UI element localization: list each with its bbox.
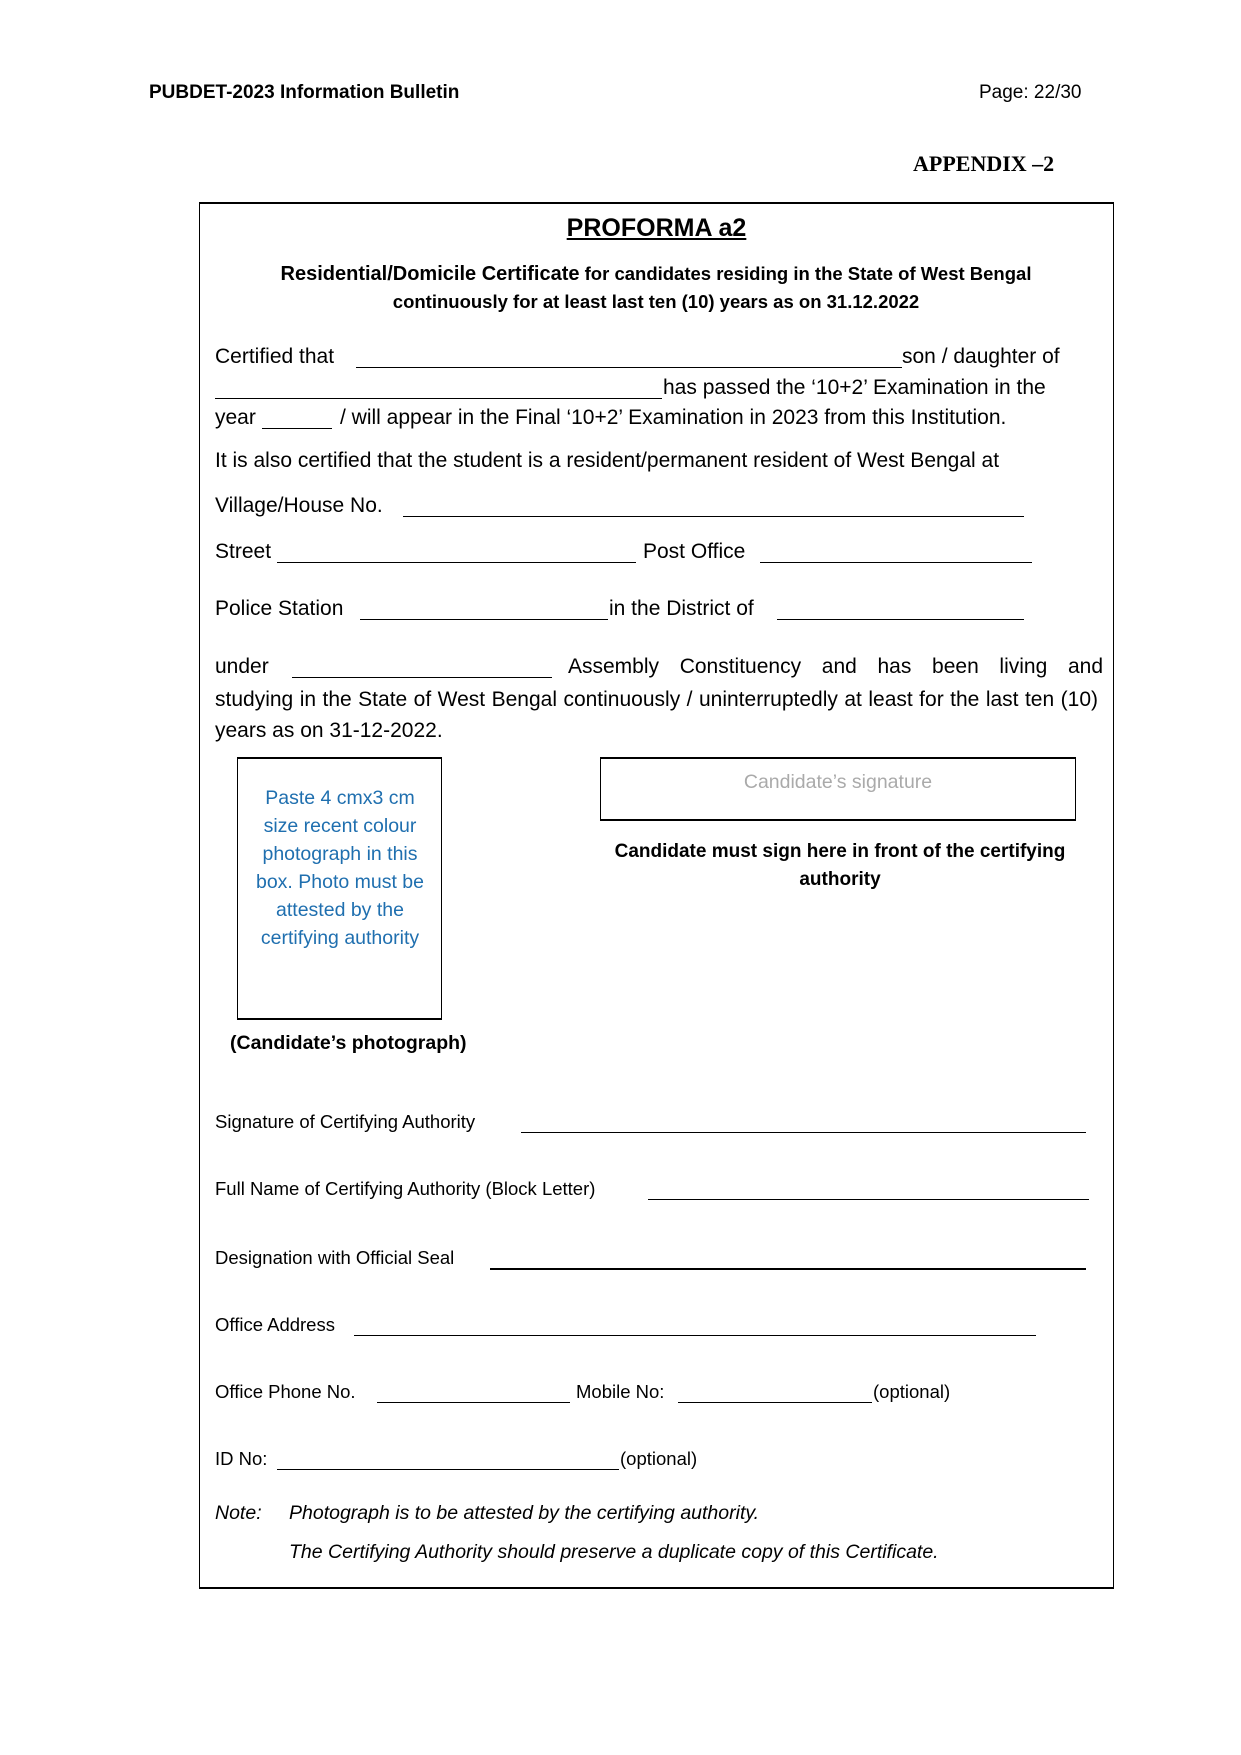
year-label: year (215, 406, 256, 429)
police-station-label: Police Station (215, 597, 344, 620)
village-field[interactable] (403, 516, 1024, 517)
sig-authority-label: Signature of Certifying Authority (215, 1111, 476, 1132)
bulletin-title: PUBDET-2023 Information Bulletin (149, 82, 460, 103)
village-label: Village/House No. (215, 494, 383, 517)
note-2: The Certifying Authority should preserve a duplicate copy of this Certificate. (289, 1541, 939, 1563)
mobile-field[interactable] (678, 1402, 872, 1403)
page-number: Page: 22/30 (979, 82, 1082, 103)
office-address-field[interactable] (354, 1335, 1036, 1336)
subtitle-strong: Residential/Domicile Certificate (280, 263, 580, 285)
police-station-field[interactable] (360, 619, 608, 620)
assembly-text: Assembly Constituency and has been living and (568, 655, 1103, 678)
subtitle-rest: for candidates residing in the State of West Bengal continuously for at least last ten (10) years as on 31.12.2022 (392, 263, 1032, 312)
certified-that-label: Certified that (215, 345, 335, 368)
photo-instructions: Paste 4 cmx3 cm size recent colour photograph in this box. Photo must be attested by the certifying authority (255, 787, 425, 949)
street-label: Street (215, 540, 272, 563)
will-appear-text: / will appear in the Final ‘10+2’ Examination in 2023 from this Institution. (340, 406, 1007, 429)
district-label: in the District of (609, 597, 754, 620)
note-1: Photograph is to be attested by the certifying authority. (289, 1502, 760, 1524)
son-daughter-of-label: son / daughter of (902, 345, 1060, 368)
note-label: Note: (215, 1502, 262, 1524)
id-optional: (optional) (620, 1448, 698, 1469)
studying-text: studying in the State of West Bengal continuously / uninterruptedly at least for the last ten (10) years as on 31-12-2022. (215, 688, 1098, 742)
sig-authority-field[interactable] (521, 1132, 1086, 1133)
student-name-field[interactable] (356, 367, 902, 368)
photo-caption: (Candidate’s photograph) (230, 1032, 467, 1054)
year-field[interactable] (262, 428, 332, 429)
office-address-label: Office Address (215, 1314, 335, 1335)
office-phone-label: Office Phone No. (215, 1381, 356, 1402)
designation-label: Designation with Official Seal (215, 1247, 455, 1268)
under-label: under (215, 655, 269, 678)
post-office-field[interactable] (760, 562, 1032, 563)
full-name-label: Full Name of Certifying Authority (Block Letter) (215, 1178, 596, 1199)
signature-placeholder: Candidate’s signature (743, 771, 933, 793)
mobile-label: Mobile No: (576, 1381, 665, 1402)
street-field[interactable] (277, 562, 636, 563)
has-passed-label: has passed the ‘10+2’ Examination in the (663, 376, 1046, 399)
also-certified-text: It is also certified that the student is a resident/permanent resident of West Bengal at (215, 449, 1000, 472)
form-title: PROFORMA a2 (566, 214, 747, 242)
full-name-field[interactable] (648, 1199, 1089, 1200)
office-phone-field[interactable] (377, 1402, 570, 1403)
parent-name-field[interactable] (215, 398, 662, 399)
district-field[interactable] (777, 619, 1024, 620)
appendix-label: APPENDIX –2 (913, 151, 1055, 176)
id-no-field[interactable] (277, 1469, 619, 1470)
mobile-optional: (optional) (873, 1381, 951, 1402)
id-no-label: ID No: (215, 1448, 268, 1469)
designation-field[interactable] (490, 1268, 1086, 1270)
form-subtitle (246, 260, 1066, 316)
post-office-label: Post Office (643, 540, 746, 563)
assembly-field[interactable] (292, 677, 552, 678)
signature-note: Candidate must sign here in front of the certifying authority (614, 841, 1066, 890)
